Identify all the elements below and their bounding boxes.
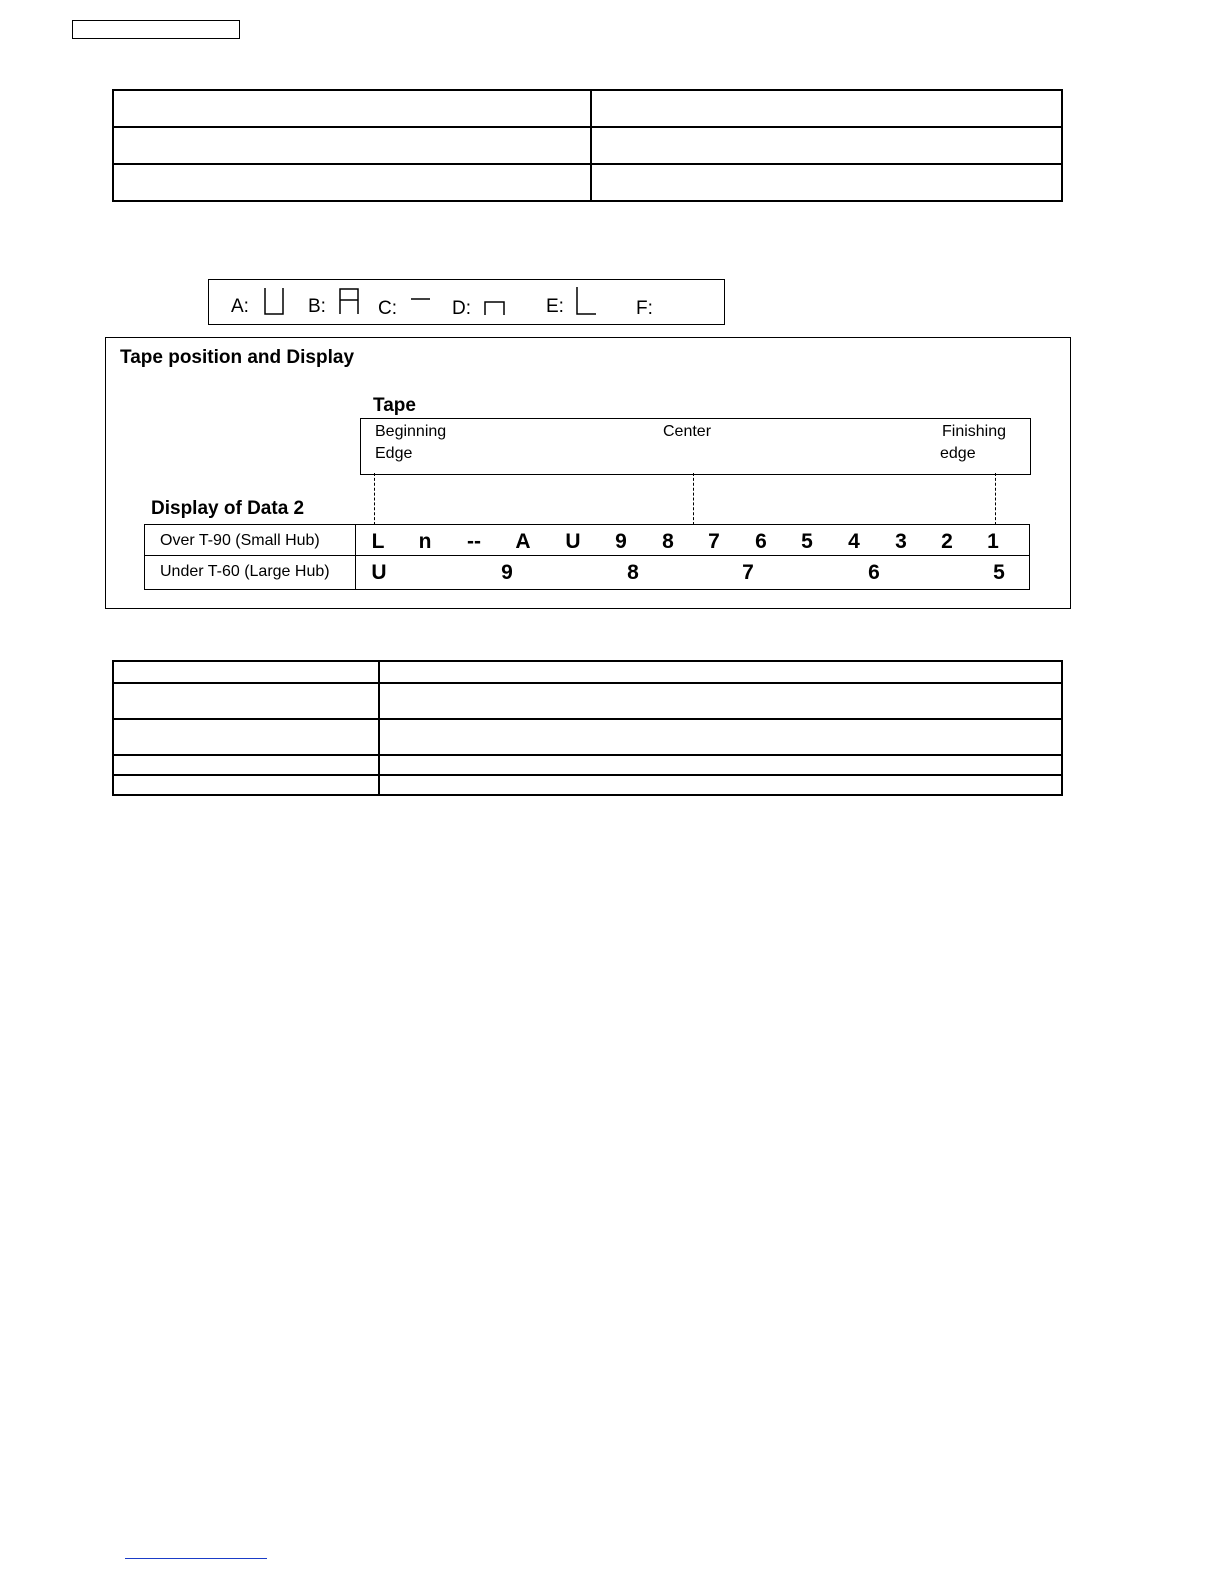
legend-label-f: F: [636, 298, 653, 319]
bottom-table-cell [379, 775, 1062, 795]
bottom-table-cell [113, 755, 379, 775]
edge-label: Edge [375, 445, 413, 462]
display-char: A [515, 530, 531, 553]
segment-b-icon [338, 287, 360, 315]
bottom-table-cell [113, 683, 379, 719]
display-char: U [371, 561, 387, 584]
top-table [112, 89, 1063, 202]
display-char: n [418, 530, 432, 553]
bottom-table-cell [379, 719, 1062, 755]
bottom-table-cell [113, 719, 379, 755]
display-char: 6 [755, 530, 767, 553]
bottom-table-cell [379, 755, 1062, 775]
finishing-label: Finishing [942, 423, 1007, 440]
bottom-table [112, 660, 1063, 796]
display-char: 1 [987, 530, 999, 553]
panel-title: Tape position and Display [120, 347, 355, 368]
display-char: 7 [742, 561, 754, 584]
segment-a-icon [263, 288, 285, 316]
display-char: 5 [801, 530, 813, 553]
display-char: -- [467, 530, 481, 553]
tape-position-panel [105, 337, 1071, 609]
top-table-cell [113, 164, 591, 201]
row-label-small-hub: Over T-90 (Small Hub) [160, 532, 320, 549]
display-char: 4 [848, 530, 860, 553]
display-char: L [371, 530, 385, 553]
legend-label-a: A: [231, 296, 249, 317]
display-char: 8 [627, 561, 639, 584]
tape-bar [360, 418, 1031, 475]
display-char: 3 [895, 530, 907, 553]
top-table-cell [113, 127, 591, 164]
legend-label-b: B: [308, 296, 326, 317]
segment-legend [208, 279, 725, 325]
display-data2-title: Display of Data 2 [151, 498, 305, 519]
legend-label-c: C: [378, 298, 397, 319]
top-table-cell [591, 90, 1062, 127]
segment-c-icon [410, 296, 432, 302]
segment-d-icon [483, 300, 507, 316]
footer-link-line[interactable] [125, 1558, 267, 1559]
display-char: 2 [941, 530, 953, 553]
display-row-divider [145, 555, 1029, 556]
display-char: 8 [662, 530, 674, 553]
display-table [144, 524, 1030, 590]
row-label-large-hub: Under T-60 (Large Hub) [160, 563, 330, 580]
legend-label-d: D: [452, 298, 471, 319]
top-table-cell [591, 127, 1062, 164]
bottom-table-cell [379, 661, 1062, 683]
finishing-edge-label: edge [940, 445, 976, 462]
tape-title: Tape [373, 395, 416, 416]
display-char: 9 [501, 561, 513, 584]
bottom-table-cell [379, 683, 1062, 719]
header-tab-box [72, 20, 240, 39]
bottom-table-cell [113, 661, 379, 683]
display-char: 9 [615, 530, 627, 553]
top-table-cell [113, 90, 591, 127]
bottom-table-cell [113, 775, 379, 795]
beginning-label: Beginning [375, 423, 447, 440]
display-char: 7 [708, 530, 720, 553]
finishing-marker-line [995, 473, 996, 525]
display-char: 5 [993, 561, 1005, 584]
legend-label-e: E: [546, 296, 564, 317]
top-table-cell [591, 164, 1062, 201]
display-char: 6 [868, 561, 880, 584]
beginning-marker-line [374, 473, 375, 525]
segment-e-icon [575, 287, 599, 317]
display-char: U [565, 530, 581, 553]
center-marker-line [693, 473, 694, 525]
display-column-divider [355, 525, 356, 589]
center-label: Center [663, 423, 712, 440]
